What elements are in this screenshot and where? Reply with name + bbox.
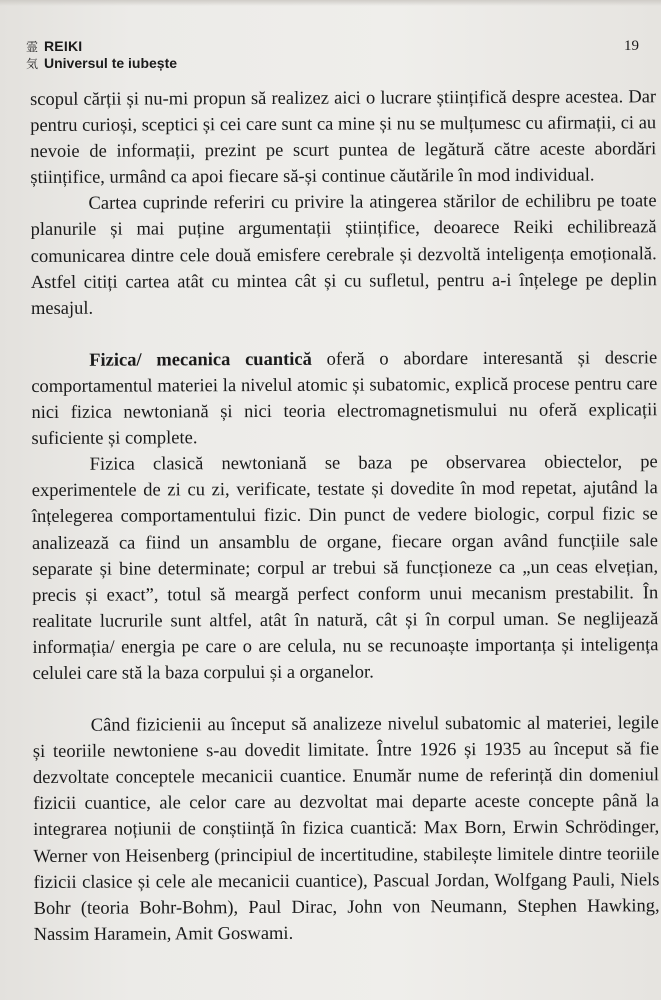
paragraph-2: Cartea cuprinde referiri cu privire la atingerea stărilor de echilibru pe toate planurile și mai puține argumentații științifice, deoarece Reiki echilibrează comunicarea dintre cele două emisfere cerebrale și dezvoltă inteligența emoțională. Astfel citiți cartea atât cu mintea cât și cu sufletul, pentru a-i înțelege pe deplin mesajul. [30, 191, 657, 319]
ki-kanji-icon: 気 [26, 57, 39, 71]
running-header [26, 38, 639, 72]
paragraph-5: Când fizicienii au început să analizeze nivelul subatomic al materiei, legile și teoriile newtoniene s-au dovedit limitate. Între 1926 și 1935 au început să fie dezvoltate conceptele mecanicii cuantice. Enumăr nume de referință din domeniul fizicii cuantice, ale celor care au dezvoltat mai departe aceste concepte până la integrarea noțiunii de conștiință în fizica cuantică: Max Born, Erwin Schrödinger, Werner von Heisenberg (principiul de incertitudine, stabilește limitele dintre teoriile fizicii clasice și cele ale mecanicii cuantice), Pascual Jordan, Wolfgang Pauli, Niels Bohr (teoria Bohr-Bohm), Paul Dirac, John von Neumann, Stephen Hawking, Nassim Haramein, Amit Goswami. [32, 713, 660, 945]
paragraph-3-text: oferă o abordare interesantă și descrie comportamentul materiei la nivelul atomic și subatomic, explică procese pentru care nici fizica newtoniană și nici teoria electromagnetismului nu oferă explicații suficiente și complete. [31, 348, 658, 450]
paragraph-4: Fizica clasică newtoniană se baza pe observarea obiectelor, pe experimentele de zi cu zi, verificate, testate și dovedite în mod repetat, ajutând la înțelegerea comportamentului fizic. Din punct de vedere biologic, corpul fizic se analizează ca fiind un ansamblu de organe, fiecare organ având funcțiile sale separate și bine determinate; corpul ar trebui să funcționeze ca „un ceas elvețian, precis și exact”, totul să meargă perfect conform unui mecanism prestabilit. În realitate lucrurile sunt altfel, atât în natură, cât și în corpul uman. Se neglijează informația/ energia pe care o are celula, nu se recunoaște importanța și inteligența celulei care stă la baza corpului și a organelor. [31, 452, 659, 684]
body-text [30, 84, 660, 948]
paragraph-gap [33, 684, 659, 713]
section-heading-quantum: Fizica/ mecanica cuantică [89, 349, 312, 371]
paragraph-3 [31, 345, 657, 452]
paragraph-gap [31, 319, 657, 348]
page-number: 19 [624, 38, 639, 54]
paragraph-1: scopul cărții și nu-mi propun să realizez aici o lucrare științifică despre acestea. Dar pentru curioși, sceptici și cei care sunt ca mine și nu se mulțumesc cu afirmații, ci au nevoie de informații, prezint pe scurt puntea de legătură către aceste abordări științifice, urmând ca apoi fiecare să-și continue căutările în mod individual. [30, 87, 657, 189]
book-subtitle: Universul te iubește [44, 55, 178, 71]
series-title: REIKI [44, 38, 83, 54]
page-top-shadow [0, 0, 661, 6]
rei-kanji-icon: 霊 [26, 40, 39, 54]
